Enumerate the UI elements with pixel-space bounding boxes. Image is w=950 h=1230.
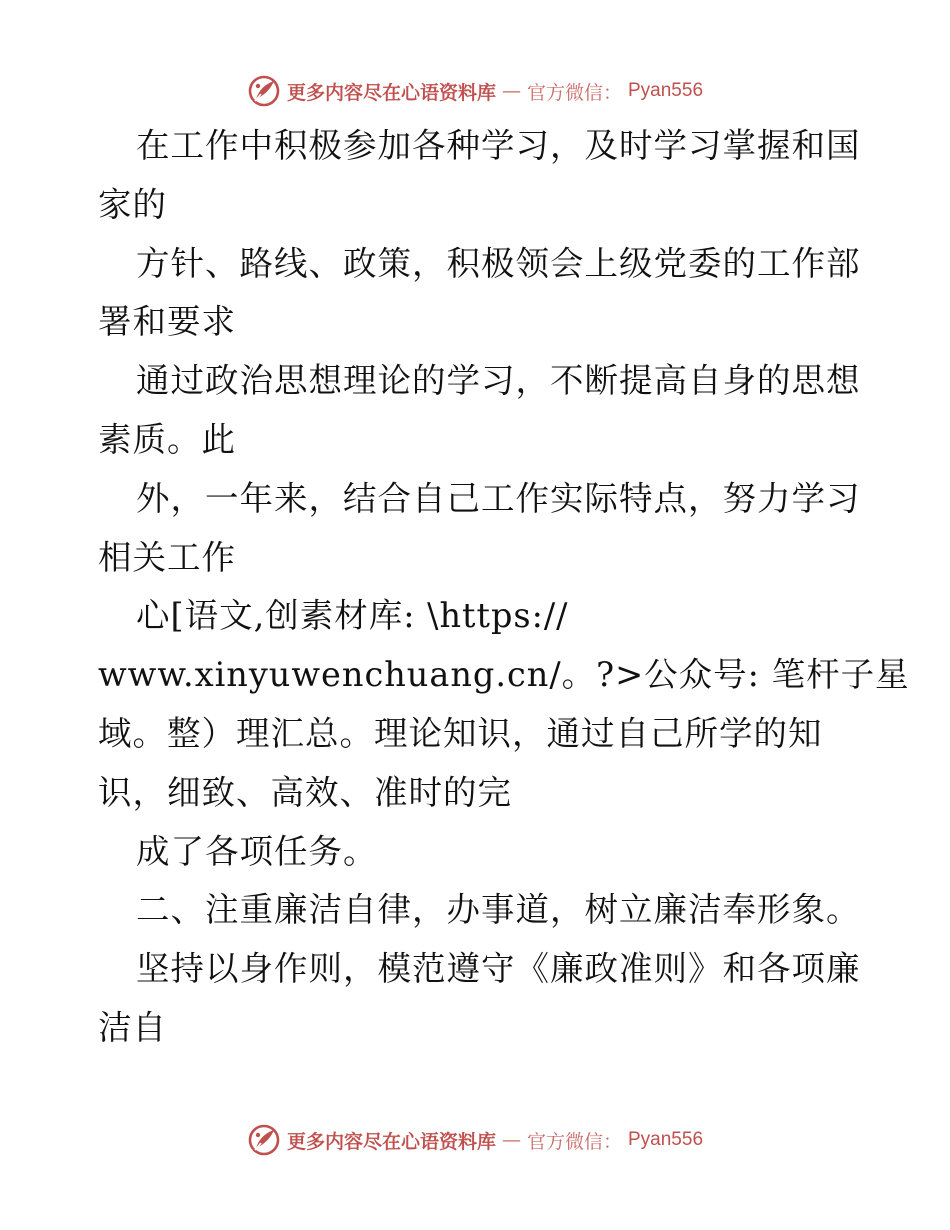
- banner-separator: —: [501, 1129, 521, 1151]
- feather-pen-logo-icon: [247, 74, 281, 108]
- body-line: 坚持以身作则，模范遵守《廉政准则》和各项廉: [136, 949, 861, 989]
- body-line: 署和要求: [98, 302, 236, 342]
- body-line: 识，细致、高效、准时的完: [98, 772, 512, 812]
- body-line: 成了各项任务。: [136, 831, 378, 871]
- body-line: 二、注重廉洁自律，办事道，树立廉洁奉形象。: [136, 890, 861, 930]
- banner-account-id: Pyan556: [628, 1129, 704, 1150]
- banner-account-label: 官方微信：: [526, 81, 622, 104]
- body-line: 洁自: [98, 1007, 167, 1047]
- banner-brand-text: 更多内容尽在心语资料库: [286, 1130, 496, 1153]
- banner-account-id: Pyan556: [628, 80, 704, 101]
- banner-account-label: 官方微信：: [526, 1130, 622, 1153]
- body-line: 方针、路线、政策，积极领会上级党委的工作部: [136, 243, 861, 283]
- feather-pen-logo-icon: [247, 1123, 281, 1157]
- footer-banner: [0, 1120, 950, 1160]
- body-line: 在工作中积极参加各种学习，及时学习掌握和国: [136, 126, 861, 165]
- body-line: 通过政治思想理论的学习，不断提高自身的思想: [136, 361, 861, 401]
- document-body: [98, 117, 910, 1058]
- body-line: 外，一年来，结合自己工作实际特点，努力学习: [136, 478, 861, 518]
- body-line: www.xinyuwenchuang.cn/。?>公众号: 笔杆子星: [98, 655, 910, 695]
- header-banner: [0, 71, 950, 111]
- banner-separator: —: [501, 80, 521, 102]
- body-line: 家的: [98, 184, 167, 224]
- body-line: 相关工作: [98, 537, 236, 577]
- banner-brand-text: 更多内容尽在心语资料库: [286, 81, 496, 104]
- body-line: 素质。此: [98, 419, 236, 459]
- body-line: 心[语文,创素材库: \https://: [136, 596, 569, 636]
- body-line: 域。整）理汇总。理论知识，通过自己所学的知: [98, 713, 823, 753]
